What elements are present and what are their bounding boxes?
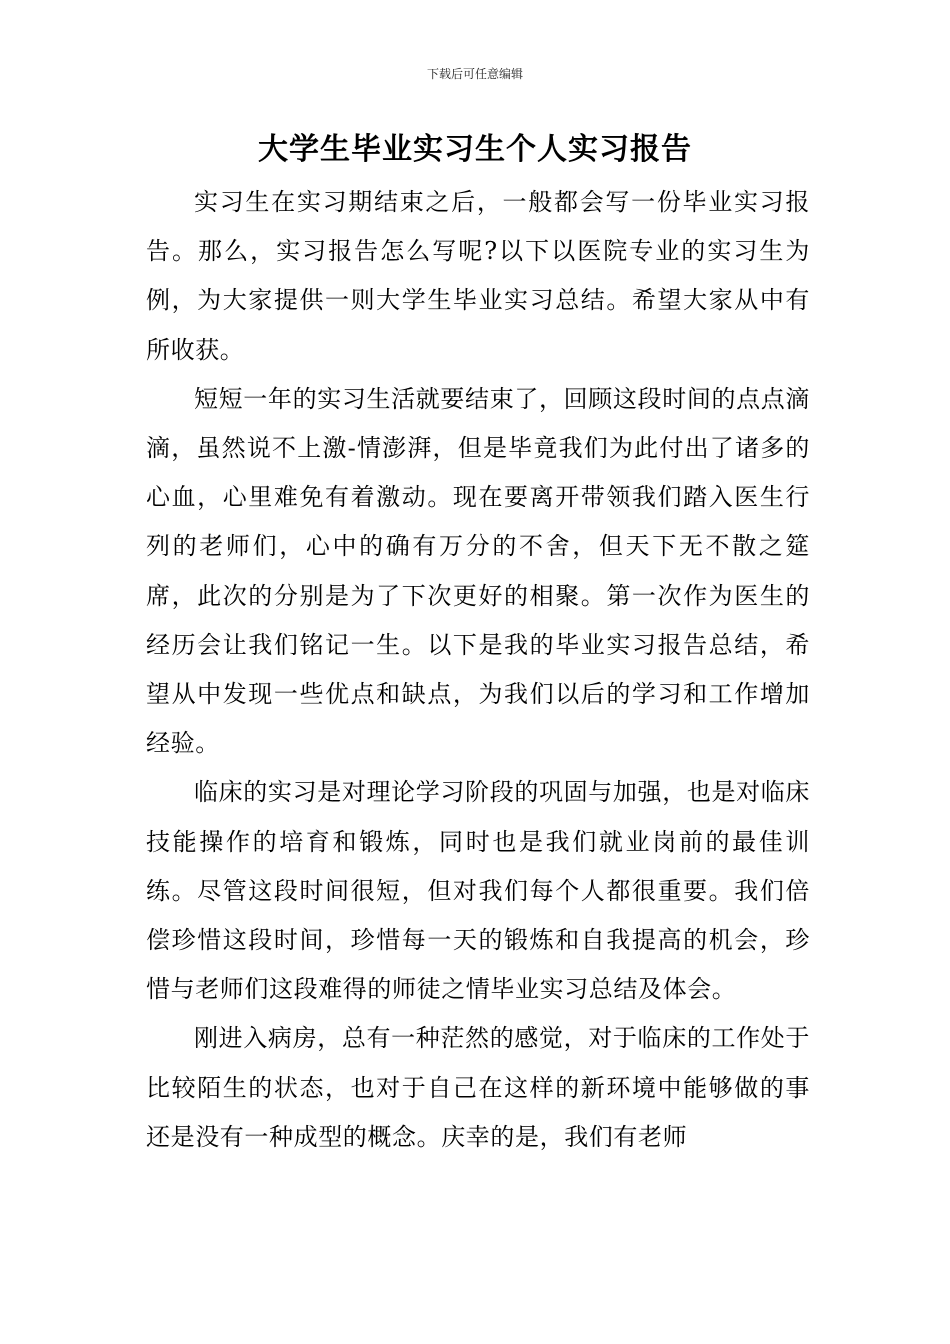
paragraph-2: 短短一年的实习生活就要结束了，回顾这段时间的点点滴滴，虽然说不上激-情澎湃，但是毕竟我们为此付出了诸多的心血，心里难免有着激动。现在要离开带领我们踏入医生行列的老师们，心中的确有万分的不舍，但天下无不散之筵席，此次的分别是为了下次更好的相聚。第一次作为医生的经历会让我们铭记一生。以下是我的毕业实习报告总结，希望从中发现一些优点和缺点，为我们以后的学习和工作增加经验。 <box>146 384 810 758</box>
paragraph-4: 刚进入病房，总有一种茫然的感觉，对于临床的工作处于比较陌生的状态，也对于自己在这样的新环境中能够做的事还是没有一种成型的概念。庆幸的是，我们有老师 <box>146 1024 810 1151</box>
document-title: 大学生毕业实习生个人实习报告 <box>258 132 692 167</box>
header-note: 下载后可任意编辑 <box>426 67 523 81</box>
paragraph-1: 实习生在实习期结束之后，一般都会写一份毕业实习报告。那么，实习报告怎么写呢?以下以医院专业的实习生为例，为大家提供一则大学生毕业实习总结。希望大家从中有所收获。 <box>146 188 810 364</box>
document-body <box>146 178 810 1162</box>
paragraph-3: 临床的实习是对理论学习阶段的巩固与加强，也是对临床技能操作的培育和锻炼，同时也是我们就业岗前的最佳训练。尽管这段时间很短，但对我们每个人都很重要。我们倍偿珍惜这段时间，珍惜每一天的锻炼和自我提高的机会，珍惜与老师们这段难得的师徒之情毕业实习总结及体会。 <box>146 778 810 1004</box>
